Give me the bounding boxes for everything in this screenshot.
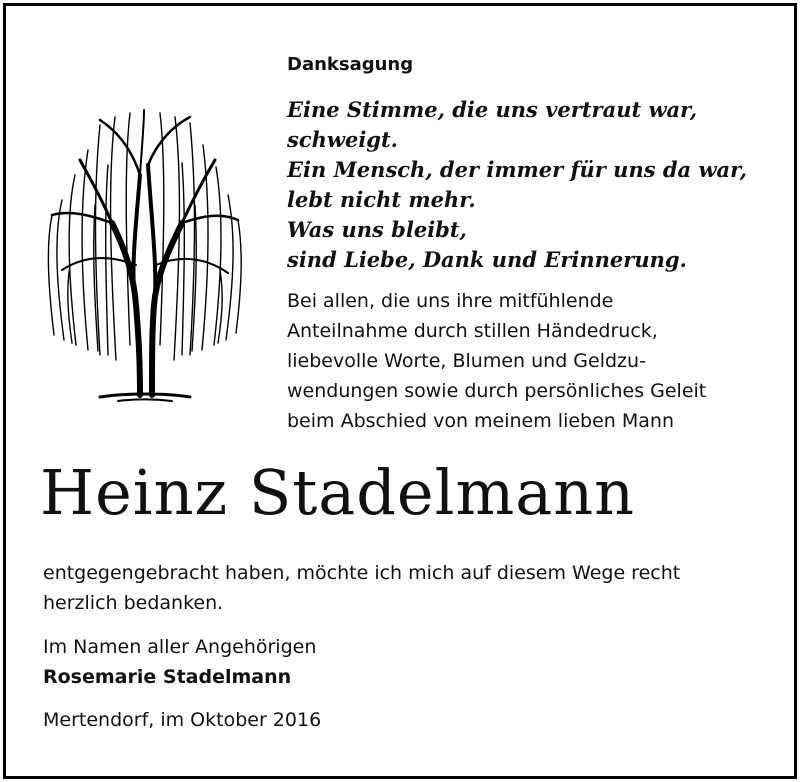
poem-line: lebt nicht mehr. [287, 187, 476, 212]
weeping-tree-icon [40, 105, 245, 410]
intro-line: Bei allen, die uns ihre mitfühlende [287, 290, 614, 312]
heading: Danksagung [287, 54, 414, 75]
signer-name: Rosemarie Stadelmann [43, 666, 292, 688]
thanks-line: entgegengebracht haben, möchte ich mich auf diesem Wege recht [43, 562, 681, 584]
intro-line: wendungen sowie durch persönliches Geleit [287, 380, 707, 402]
thanks-line: herzlich bedanken. [43, 592, 224, 614]
intro-line: liebevolle Worte, Blumen und Geldzu- [287, 350, 646, 372]
poem-line: Ein Mensch, der immer für uns da war, [287, 157, 747, 182]
deceased-name: Heinz Stadelmann [40, 456, 636, 529]
thanks-text [43, 558, 783, 618]
poem-line: schweigt. [287, 127, 398, 152]
poem-line: Eine Stimme, die uns vertraut war, [287, 97, 698, 122]
intro-line: Anteilnahme durch stillen Händedruck, [287, 320, 658, 342]
signature-line: Im Namen aller Angehörigen [43, 636, 317, 658]
intro-text [287, 286, 777, 436]
signature-block [43, 632, 743, 692]
poem-line: sind Liebe, Dank und Erinnerung. [287, 247, 687, 272]
intro-line: beim Abschied von meinem lieben Mann [287, 410, 674, 432]
poem-line: Was uns bleibt, [287, 217, 467, 242]
place-date: Mertendorf, im Oktober 2016 [43, 709, 322, 731]
poem [287, 95, 767, 275]
